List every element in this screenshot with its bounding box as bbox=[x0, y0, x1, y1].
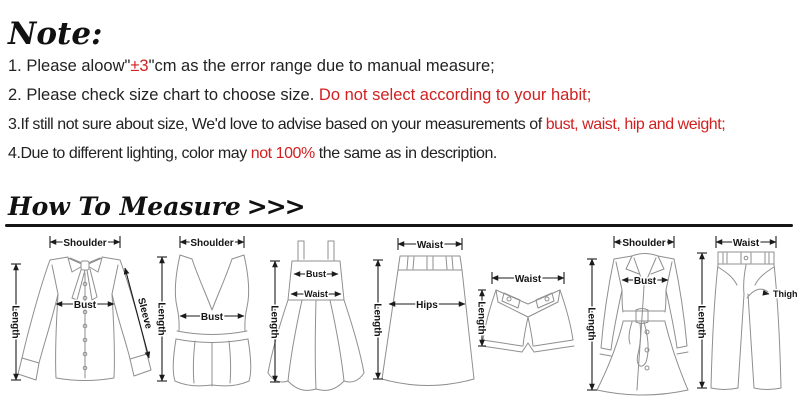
dress-bust-label: Bust bbox=[306, 269, 326, 279]
pants-waist-arrow bbox=[716, 236, 776, 249]
coat-shoulder-arrow bbox=[614, 236, 674, 249]
pants-thigh-arrow bbox=[747, 289, 798, 299]
note-3-red: bust, waist, hip and weight; bbox=[545, 116, 726, 133]
blouse-sleeve-label: Sleeve bbox=[134, 296, 154, 331]
blouse-bust-label: Bust bbox=[73, 300, 97, 311]
skirt-waist-arrow bbox=[398, 238, 462, 251]
coat-outline bbox=[597, 254, 688, 396]
note-1-text: 1. Please aloow" bbox=[8, 57, 131, 75]
how-to-measure-text: How To Measure bbox=[8, 192, 241, 221]
pants-waist-label: Waist bbox=[732, 238, 760, 249]
vest-length-label: Length bbox=[155, 302, 167, 336]
pants-thigh-label: Thigh bbox=[773, 289, 798, 299]
note-heading: Note: bbox=[8, 16, 103, 52]
vest-bust-label: Bust bbox=[200, 312, 224, 323]
measure-diagrams-row bbox=[2, 232, 798, 404]
note-1-text2: "cm as the error range due to manual measure; bbox=[148, 57, 495, 75]
coat-bust-label: Bust bbox=[633, 276, 657, 287]
blouse-length-arrow bbox=[10, 264, 22, 380]
note-line-1 bbox=[8, 57, 495, 76]
shorts-waist-label: Waist bbox=[514, 274, 542, 285]
blouse-outline bbox=[18, 257, 151, 381]
skirt-length-label: Length bbox=[371, 303, 383, 337]
shorts-diagram bbox=[476, 232, 580, 404]
dress-diagram bbox=[262, 232, 370, 404]
pants-length-label: Length bbox=[695, 305, 707, 339]
skirt-length-arrow bbox=[372, 260, 384, 379]
vest-shoulder-arrow bbox=[180, 236, 244, 249]
skirt-waist-label: Waist bbox=[416, 240, 444, 251]
note-line-2 bbox=[8, 86, 591, 105]
dress-bust-arrow bbox=[294, 269, 338, 279]
blouse-shoulder-arrow bbox=[50, 236, 120, 249]
pants-length-arrow bbox=[696, 253, 708, 388]
note-4-text: 4.Due to different lighting, color may bbox=[8, 145, 251, 162]
note-line-3 bbox=[8, 116, 725, 134]
shorts-length-arrow bbox=[476, 290, 487, 346]
coat-length-arrow bbox=[586, 259, 598, 390]
dress-outline bbox=[268, 241, 364, 390]
blouse-diagram bbox=[2, 232, 154, 404]
dress-waist-label: Waist bbox=[304, 289, 328, 299]
note-4-text2: the same as in description. bbox=[314, 145, 497, 162]
note-4-red: not 100% bbox=[250, 145, 315, 162]
blouse-bust-arrow bbox=[56, 300, 114, 311]
note-2-red: Do not select according to your habit; bbox=[318, 86, 592, 104]
pants-outline bbox=[711, 252, 781, 390]
how-to-measure-heading bbox=[8, 192, 304, 221]
note-2-text: 2. Please check size chart to choose size. bbox=[8, 86, 319, 104]
blouse-shoulder-label: Shoulder bbox=[63, 238, 107, 249]
coat-shoulder-label: Shoulder bbox=[622, 238, 666, 249]
divider-rule bbox=[5, 224, 793, 227]
shorts-length-label: Length bbox=[475, 301, 487, 335]
note-line-4 bbox=[8, 145, 497, 163]
dress-length-label: Length bbox=[268, 305, 280, 339]
skirt-hips-label: Hips bbox=[416, 300, 438, 311]
coat-diagram bbox=[580, 232, 692, 404]
skirt-diagram bbox=[370, 232, 476, 404]
note-1-red: ±3 bbox=[130, 57, 149, 75]
vest-shoulder-label: Shoulder bbox=[190, 238, 234, 249]
skirt-outline bbox=[382, 256, 474, 386]
vest-length-arrow bbox=[156, 257, 168, 381]
blouse-length-label: Length bbox=[9, 305, 21, 339]
chevrons-icon: >>> bbox=[246, 192, 304, 221]
vest-bust-arrow bbox=[180, 312, 244, 323]
skirt-hips-arrow bbox=[389, 300, 465, 311]
pants-diagram bbox=[692, 232, 798, 404]
shorts-waist-arrow bbox=[492, 272, 564, 285]
dress-waist-arrow bbox=[291, 289, 341, 299]
vest-diagram bbox=[150, 232, 262, 404]
note-3-text: 3.If still not sure about size, We'd love to advise based on your measurements of bbox=[8, 116, 546, 133]
shorts-outline bbox=[482, 290, 574, 352]
coat-bust-arrow bbox=[622, 276, 668, 287]
coat-length-label: Length bbox=[585, 307, 597, 341]
